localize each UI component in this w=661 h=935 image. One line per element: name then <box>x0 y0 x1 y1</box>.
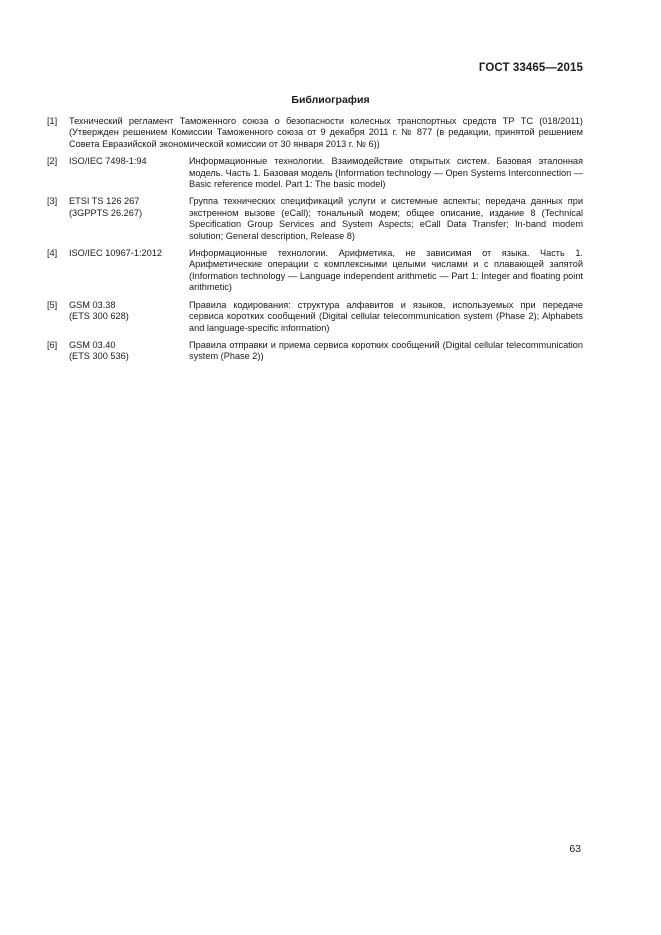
bibliography-entry-2 <box>47 156 583 190</box>
entry-number: [6] <box>47 339 58 350</box>
entry-text: Технический регламент Таможенного союза о безопасности колесных транспортных средств ТР ТС (018/2011) (Утвержден решением Комиссии Таможенного союза от 9 декабря 2011 г. № 877 (в редакции, принятой решением Совета Евразийской экономической комиссии от 30 января 2013 г. № 6)) <box>69 116 583 149</box>
entry-description: Правила кодирования: структура алфавитов и языков, используемых при передаче сервиса коротких сообщений (Digital cellular telecommunication system (Phase 2); Alphabets and language-specific information) <box>189 299 583 333</box>
entry-code: ISO/IEC 7498-1:94 <box>69 156 147 167</box>
bibliography-entry-1 <box>47 116 583 150</box>
entry-number: [5] <box>47 299 58 310</box>
entry-number: [2] <box>47 156 58 167</box>
standard-designation: ГОСТ 33465—2015 <box>478 62 583 74</box>
bibliography-entry-5 <box>47 300 583 334</box>
bibliography-list <box>47 116 583 369</box>
entry-number: [1] <box>47 116 58 126</box>
entry-code: ISO/IEC 10967-1:2012 <box>69 248 162 259</box>
entry-description: Информационные технологии. Взаимодействие открытых систем. Базовая эталонная модель. Часть 1. Базовая модель (Information technology — Open Systems Interconnection — Basic reference model. Part 1: The basic model) <box>189 156 583 190</box>
entry-code: GSM 03.40 (ETS 300 536) <box>69 339 129 362</box>
bibliography-entry-6 <box>47 340 583 363</box>
page-number: 63 <box>569 843 581 855</box>
entry-code: ETSI TS 126 267 (3GPPTS 26.267) <box>69 196 143 218</box>
section-title: Библиография <box>291 94 370 106</box>
entry-description: Информационные технологии. Арифметика, не зависимая от языка. Часть 1. Арифметические операции с комплексными целыми числами и с плавающей запятой (Information technology — Language independent arithmetic — Part 1: Integer and floating point arithmetic) <box>189 248 583 293</box>
bibliography-entry-4 <box>47 248 583 294</box>
entry-code: GSM 03.38 (ETS 300 628) <box>69 299 129 322</box>
entry-number: [3] <box>47 196 58 207</box>
bibliography-entry-3 <box>47 196 583 242</box>
entry-description: Группа технических спецификаций услуги и системные аспекты; передача данных при экстренном вызове (eCall); тональный модем; общее описание, издание 8 (Technical Specification Group Services and System Aspects; eCall Data Transfer; In-band modem solution; General description, Release 8) <box>189 196 583 241</box>
entry-number: [4] <box>47 248 58 259</box>
entry-description: Правила отправки и приема сервиса коротких сообщений (Digital cellular telecommunication system (Phase 2)) <box>189 339 583 362</box>
